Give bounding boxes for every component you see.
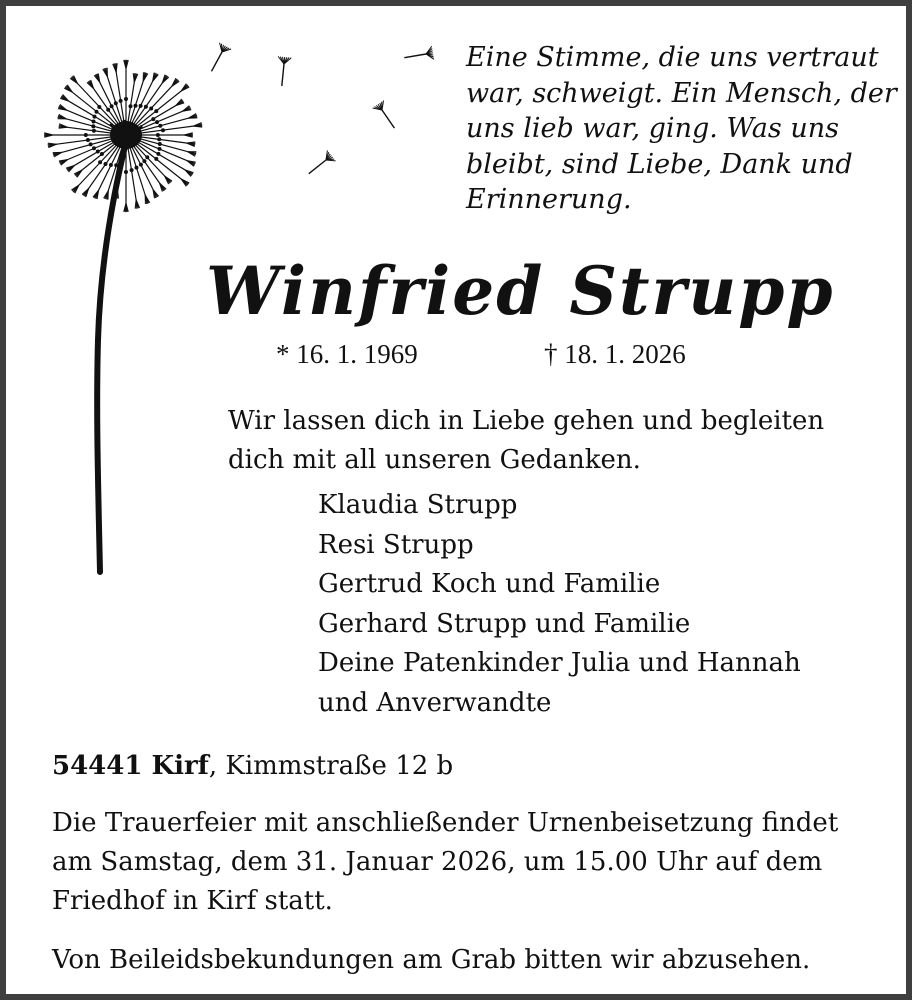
address: [52, 746, 453, 786]
service-line: am Samstag, dem 31. Januar 2026, um 15.00 Uhr auf dem: [52, 847, 823, 877]
mourners-list: [318, 486, 801, 724]
birth-date: * 16. 1. 1969: [276, 339, 418, 369]
mourner-item: Klaudia Strupp: [318, 490, 518, 520]
service-info: [52, 804, 882, 921]
mourner-item: Gerhard Strupp und Familie: [318, 608, 691, 639]
farewell-text: [228, 402, 868, 480]
quote-line: war, schweigt. Ein Mensch, der: [466, 77, 897, 109]
death-date: † 18. 1. 2026: [544, 339, 686, 369]
mourner-item: Resi Strupp: [318, 529, 474, 560]
quote-line: Erinnerung.: [466, 184, 632, 215]
service-line: Die Trauerfeier mit anschließender Urnenbeisetzung findet: [52, 808, 839, 838]
condolence-note: Von Beileidsbekundungen am Grab bitten wir abzusehen.: [52, 945, 811, 975]
mourner-item: Gertrud Koch und Familie: [318, 569, 661, 600]
farewell-line: dich mit all unseren Gedanken.: [228, 445, 641, 475]
quote-line: bleibt, sind Liebe, Dank und: [466, 148, 853, 180]
address-place: 54441 Kirf: [52, 751, 209, 781]
quote-line: uns lieb war, ging. Was uns: [466, 113, 839, 144]
address-street: , Kimmstraße 12 b: [208, 751, 454, 781]
mourner-item: und Anverwandte: [318, 687, 552, 718]
deceased-name: Winfried Strupp: [206, 252, 835, 330]
quote: [466, 40, 897, 218]
service-line: Friedhof in Kirf statt.: [52, 886, 333, 916]
mourner-item: Deine Patenkinder Julia und Hannah: [318, 648, 801, 679]
farewell-line: Wir lassen dich in Liebe gehen und begleiten: [228, 406, 825, 436]
quote-line: Eine Stimme, die uns vertraut: [466, 42, 879, 73]
